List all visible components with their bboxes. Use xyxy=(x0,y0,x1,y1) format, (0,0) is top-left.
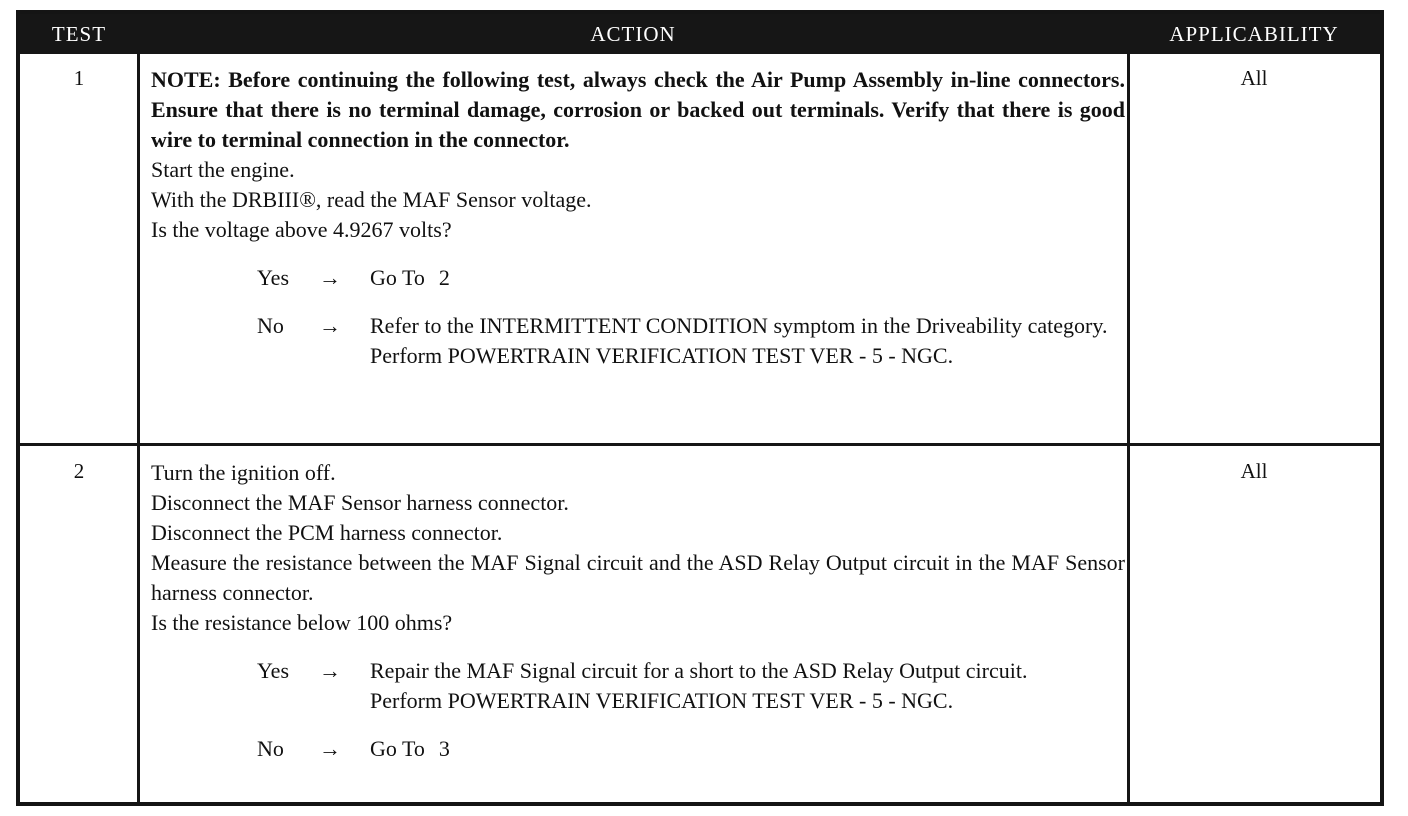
yes-branch xyxy=(151,656,1125,716)
verification-text: Perform POWERTRAIN VERIFICATION TEST VER - 5 - NGC. xyxy=(370,343,954,368)
header-applicability: APPLICABILITY xyxy=(1169,22,1339,46)
goto-test-number: 3 xyxy=(438,736,450,761)
test-number: 1 xyxy=(73,66,85,90)
yes-action-text xyxy=(370,656,1125,716)
goto-test-number: 2 xyxy=(438,265,450,290)
arrow-icon: → xyxy=(319,265,341,290)
no-branch xyxy=(151,734,1125,764)
no-action-text xyxy=(370,311,1125,371)
header-test: TEST xyxy=(51,22,107,46)
yes-label: Yes xyxy=(257,265,290,290)
applicability-value: All xyxy=(1240,459,1268,483)
header-action: ACTION xyxy=(590,22,676,46)
no-label: No xyxy=(257,313,284,338)
step-text: With the DRBIII®, read the MAF Sensor voltage. xyxy=(151,187,592,212)
step-text: Turn the ignition off. xyxy=(151,460,336,485)
step-text: Disconnect the PCM harness connector. xyxy=(151,520,503,545)
goto-label: Go To xyxy=(370,265,425,290)
step-text: Measure the resistance between the MAF Signal circuit and the ASD Relay Output circuit in the MAF Sensor harness connector. xyxy=(151,550,1125,605)
applicability-value: All xyxy=(1240,66,1268,90)
table-row xyxy=(20,447,1380,802)
no-branch xyxy=(151,311,1125,371)
diagnostic-test-table xyxy=(16,10,1384,806)
table-header xyxy=(20,14,1380,54)
table-row xyxy=(20,54,1380,444)
arrow-icon: → xyxy=(319,736,341,761)
verification-text: Perform POWERTRAIN VERIFICATION TEST VER - 5 - NGC. xyxy=(370,688,954,713)
action-cell xyxy=(151,65,1125,371)
action-cell xyxy=(151,458,1125,764)
no-label: No xyxy=(257,736,284,761)
note-text: NOTE: Before continuing the following test, always check the Air Pump Assembly in-line connectors. Ensure that there is no terminal damage, corrosion or backed out terminals. Verify that there is good wire to terminal connection in the connector. xyxy=(151,67,1125,152)
arrow-icon: → xyxy=(319,658,341,683)
instruction-text: Repair the MAF Signal circuit for a short to the ASD Relay Output circuit. xyxy=(370,658,1028,683)
yes-label: Yes xyxy=(257,658,290,683)
goto-label: Go To xyxy=(370,736,425,761)
step-text: Start the engine. xyxy=(151,157,295,182)
goto-link[interactable] xyxy=(370,734,1125,764)
question-text: Is the resistance below 100 ohms? xyxy=(151,610,453,635)
yes-branch xyxy=(151,263,1125,293)
instruction-text: Refer to the INTERMITTENT CONDITION symptom in the Driveability category. xyxy=(370,313,1108,338)
question-text: Is the voltage above 4.9267 volts? xyxy=(151,217,452,242)
test-number: 2 xyxy=(73,459,85,483)
arrow-icon: → xyxy=(319,313,341,338)
goto-link[interactable] xyxy=(370,263,1125,293)
step-text: Disconnect the MAF Sensor harness connector. xyxy=(151,490,569,515)
